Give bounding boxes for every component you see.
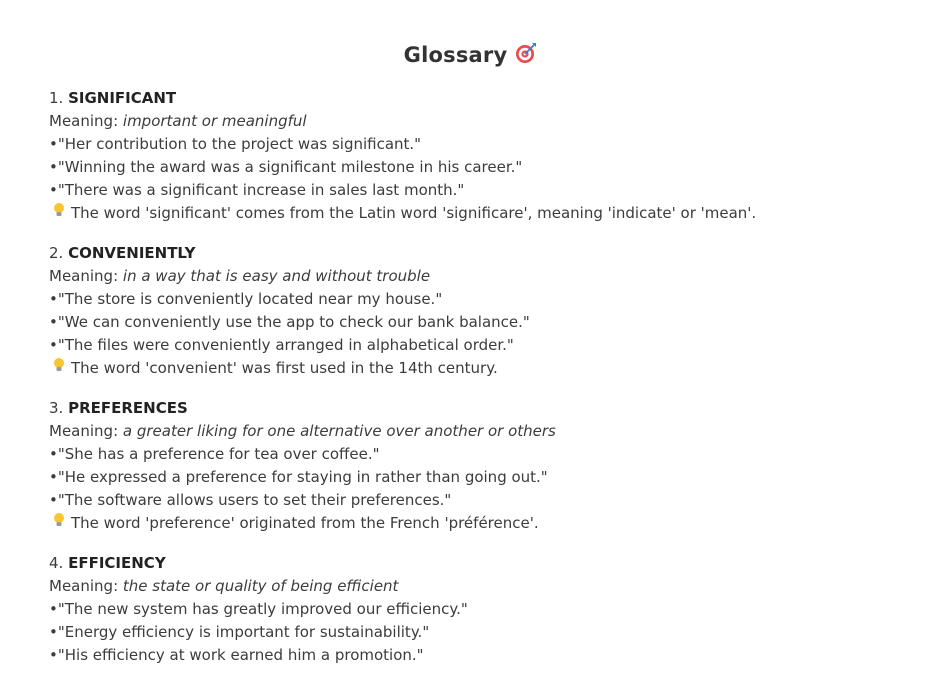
example-line (49, 443, 929, 466)
example-text: "She has a preference for tea over coffee." (57, 445, 380, 463)
target-icon (515, 42, 537, 69)
example-line (49, 489, 929, 512)
entry-number: 3. (49, 399, 64, 417)
fact-line (49, 202, 929, 225)
glossary-entry (49, 87, 929, 225)
bullet: • (49, 491, 58, 509)
meaning-text: the state or quality of being efficient (122, 577, 399, 595)
example-line (49, 156, 929, 179)
example-text: "The files were conveniently arranged in alphabetical order." (57, 336, 514, 354)
entry-heading (49, 397, 929, 420)
meaning-text: a greater liking for one alternative over another or others (122, 422, 556, 440)
bullet: • (49, 313, 58, 331)
example-text: "The new system has greatly improved our efficiency." (57, 600, 468, 618)
glossary-entry (49, 397, 929, 535)
meaning-label: Meaning: (49, 267, 119, 285)
page-title (0, 42, 941, 69)
glossary-entry (49, 242, 929, 380)
example-line (49, 644, 929, 667)
meaning-label: Meaning: (49, 577, 119, 595)
bullet: • (49, 623, 58, 641)
example-text: "The software allows users to set their preferences." (57, 491, 452, 509)
example-text: "There was a significant increase in sales last month." (57, 181, 465, 199)
entry-heading (49, 87, 929, 110)
glossary-entry (49, 552, 929, 667)
lightbulb-icon (52, 202, 66, 225)
lightbulb-icon (52, 357, 66, 380)
example-text: "He expressed a preference for staying in rather than going out." (57, 468, 548, 486)
fact-text: The word 'convenient' was first used in the 14th century. (71, 359, 498, 377)
title-text: Glossary (403, 43, 508, 67)
example-line (49, 311, 929, 334)
entry-word: SIGNIFICANT (68, 89, 177, 107)
entry-heading (49, 242, 929, 265)
example-line (49, 621, 929, 644)
example-line (49, 288, 929, 311)
fact-line (49, 357, 929, 380)
bullet: • (49, 336, 58, 354)
entry-word: CONVENIENTLY (68, 244, 196, 262)
entry-meaning (49, 420, 929, 443)
bullet: • (49, 600, 58, 618)
bullet: • (49, 445, 58, 463)
meaning-text: in a way that is easy and without trouble (122, 267, 431, 285)
example-text: "Winning the award was a significant milestone in his career." (57, 158, 523, 176)
example-line (49, 133, 929, 156)
entry-word: PREFERENCES (68, 399, 188, 417)
bullet: • (49, 158, 58, 176)
example-line (49, 598, 929, 621)
entry-number: 4. (49, 554, 64, 572)
fact-text: The word 'preference' originated from the French 'préférence'. (71, 514, 539, 532)
example-line (49, 179, 929, 202)
entry-meaning (49, 575, 929, 598)
example-line (49, 466, 929, 489)
entry-heading (49, 552, 929, 575)
bullet: • (49, 135, 58, 153)
bullet: • (49, 468, 58, 486)
entry-meaning (49, 110, 929, 133)
example-text: "His efficiency at work earned him a promotion." (57, 646, 424, 664)
example-line (49, 334, 929, 357)
lightbulb-icon (52, 512, 66, 535)
entry-word: EFFICIENCY (68, 554, 166, 572)
example-text: "Energy efficiency is important for sustainability." (57, 623, 430, 641)
meaning-label: Meaning: (49, 112, 119, 130)
bullet: • (49, 181, 58, 199)
example-text: "Her contribution to the project was significant." (57, 135, 422, 153)
glossary-entries (49, 87, 929, 684)
bullet: • (49, 646, 58, 664)
fact-line (49, 512, 929, 535)
bullet: • (49, 290, 58, 308)
meaning-text: important or meaningful (122, 112, 307, 130)
fact-text: The word 'significant' comes from the Latin word 'significare', meaning 'indicate' or 'mean'. (71, 204, 757, 222)
meaning-label: Meaning: (49, 422, 119, 440)
entry-number: 2. (49, 244, 64, 262)
entry-number: 1. (49, 89, 64, 107)
example-text: "We can conveniently use the app to check our bank balance." (57, 313, 530, 331)
entry-meaning (49, 265, 929, 288)
example-text: "The store is conveniently located near my house." (57, 290, 443, 308)
